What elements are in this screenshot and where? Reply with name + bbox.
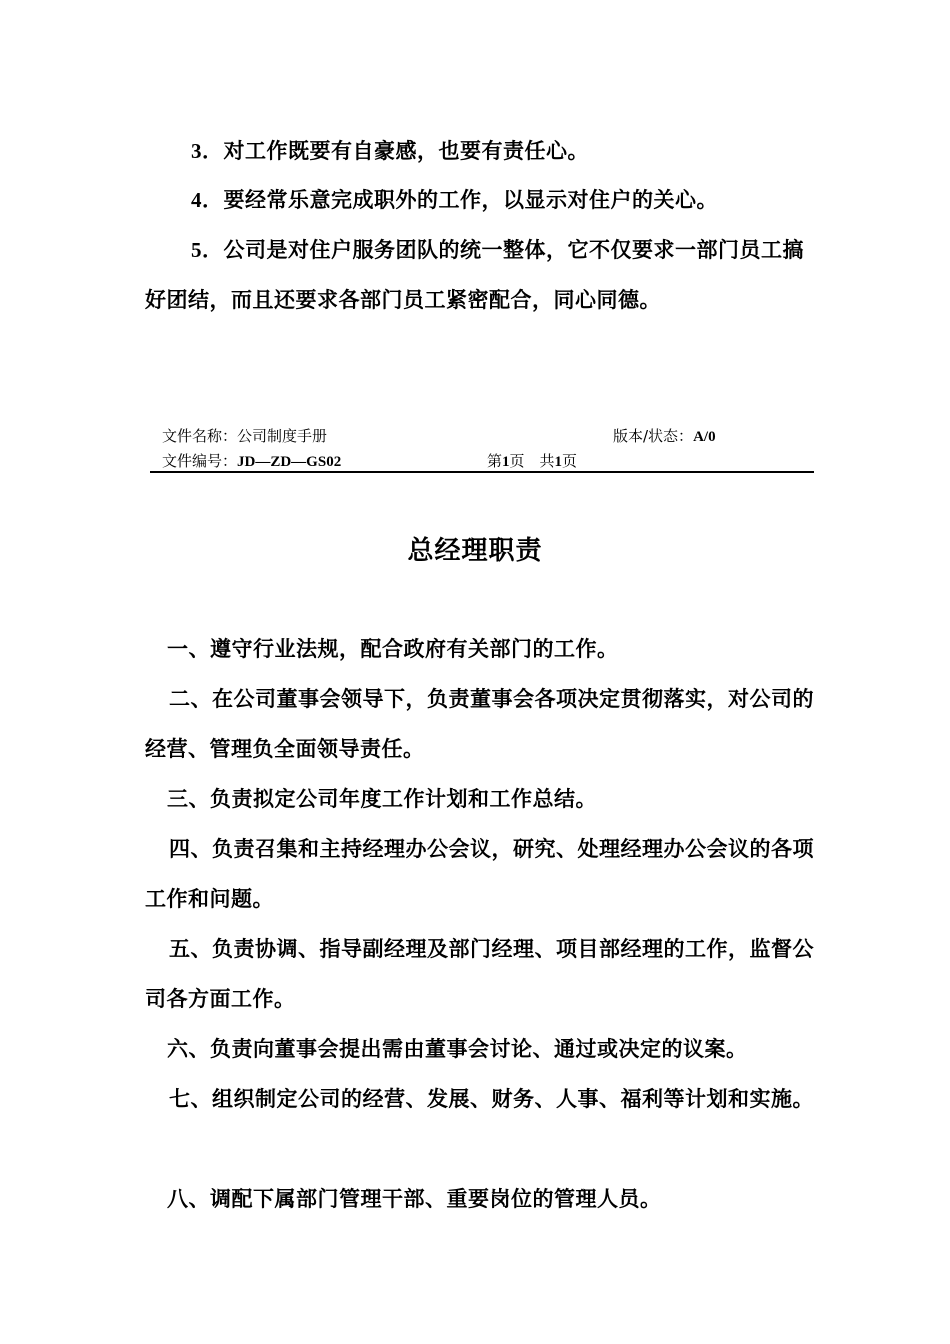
page-total: 1: [554, 454, 563, 470]
file-number-label: 文件编号：: [162, 452, 238, 470]
page-suffix: 页: [562, 452, 578, 470]
file-name-value: 公司制度手册: [237, 427, 328, 445]
page-indicator: [487, 451, 577, 472]
duty-item-5: 五、负责协调、指导副经理及部门经理、项目部经理的工作，监督公司各方面工作。: [145, 937, 814, 1011]
version-label: 版本/状态：: [613, 427, 694, 445]
version-row: [613, 426, 716, 447]
prev-item-3-text: ．对工作既要有自豪感，也要有责任心。: [202, 139, 589, 163]
prev-item-5-number: 5: [191, 238, 202, 262]
prev-item-3-number: 3: [191, 139, 202, 163]
file-name-label: 文件名称：: [162, 427, 238, 445]
duty-item-2: 二、在公司董事会领导下，负责董事会各项决定贯彻落实，对公司的经营、管理负全面领导责任。: [145, 687, 814, 761]
file-number-row: [162, 451, 341, 472]
page-prefix: 第: [487, 452, 503, 470]
prev-item-5-text: ．公司是对住户服务团队的统一整体，它不仅要求一部门员工搞好团结，而且还要求各部门员工紧密配合，同心同德。: [145, 238, 804, 312]
duty-item-8: 八、调配下属部门管理干部、重要岗位的管理人员。: [167, 1187, 662, 1211]
duty-item-4: 四、负责召集和主持经理办公会议，研究、处理经理办公会议的各项工作和问题。: [145, 837, 814, 911]
file-number-value: JD—ZD—GS02: [237, 454, 342, 470]
file-name-row: [162, 426, 327, 446]
page-current: 1: [502, 454, 510, 470]
duty-item-1: 一、遵守行业法规，配合政府有关部门的工作。: [167, 637, 619, 661]
page-mid: 页 共: [509, 452, 555, 470]
duty-item-7: 七、组织制定公司的经营、发展、财务、人事、福利等计划和实施。: [169, 1087, 814, 1111]
version-value: A/0: [693, 429, 716, 445]
prev-item-4: [145, 175, 815, 225]
duty-item-3: 三、负责拟定公司年度工作计划和工作总结。: [167, 787, 597, 811]
prev-item-4-text: ．要经常乐意完成职外的工作，以显示对住户的关心。: [202, 188, 718, 212]
duty-item-6: 六、负责向董事会提出需由董事会讨论、通过或决定的议案。: [167, 1037, 748, 1061]
prev-item-5: [145, 225, 815, 325]
prev-item-4-number: 4: [191, 188, 202, 212]
header-divider: [150, 471, 814, 473]
page-title: 总经理职责: [407, 536, 543, 566]
prev-item-3: [145, 126, 815, 176]
